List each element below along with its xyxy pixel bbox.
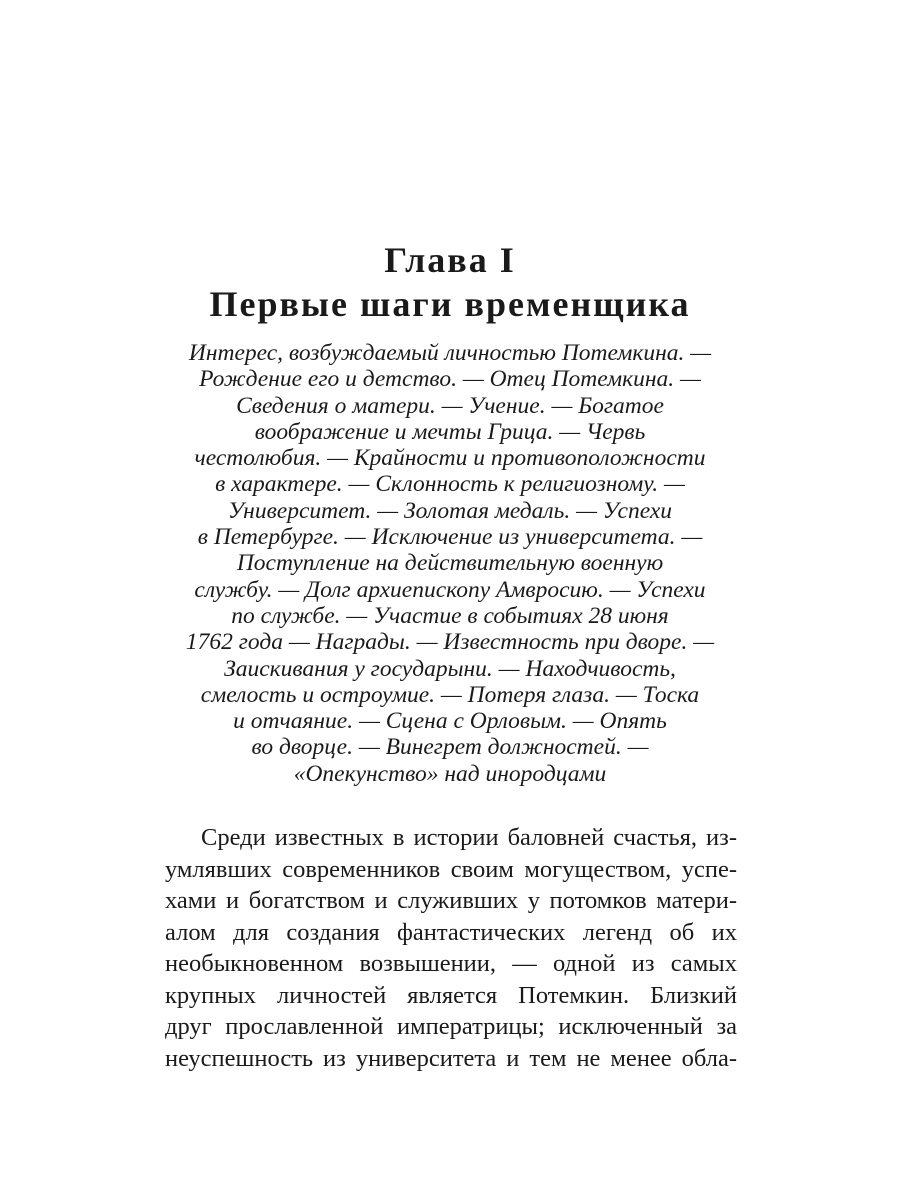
synopsis-line: Университет. — Золотая медаль. — Успехи: [227, 497, 673, 524]
synopsis-line: Интерес, возбуждаемый личностью Потемкина. —: [188, 340, 712, 366]
synopsis-line: Заискивания у государыни. — Находчивость,: [224, 655, 676, 682]
body-line: алом для создания фантастических легенд об их: [165, 918, 737, 946]
synopsis-line: в Петербурге. — Исключение из университета. —: [197, 524, 703, 551]
synopsis-line: в характере. — Склонность к религиозному. —: [215, 471, 685, 498]
synopsis-line: Сведения о матери. — Учение. — Богатое: [236, 392, 664, 419]
body-paragraph: [165, 822, 737, 1074]
synopsis-line: Рождение его и детство. — Отец Потемкина. —: [199, 366, 701, 393]
synopsis-line: честолюбия. — Крайности и противоположности: [194, 445, 706, 472]
body-line: друг прославленной императрицы; исключенный за: [165, 1013, 737, 1040]
body-line: необыкновенном возвышении, — одной из самых: [165, 950, 737, 977]
synopsis-line: Поступление на действительную военную: [236, 550, 664, 577]
synopsis-line: службу. — Долг архиепископу Амвросию. — Успехи: [194, 576, 706, 603]
body-line: крупных личностей является Потемкин. Близкий: [165, 981, 737, 1009]
body-line: неуспешность из университета и тем не менее обла-: [165, 1044, 737, 1072]
synopsis-line: во дворце. — Винегрет должностей. —: [251, 734, 649, 761]
synopsis-line: и отчаяние. — Сцена с Орловым. — Опять: [233, 708, 667, 735]
synopsis-line: 1762 года — Награды. — Известность при дворе. —: [185, 629, 715, 656]
chapter-synopsis: [150, 340, 750, 787]
synopsis-line: «Опекунство» над инородцами: [293, 760, 607, 787]
synopsis-line: воображение и мечты Грица. — Червь: [254, 418, 646, 445]
body-line: умлявших современников своим могуществом, успе-: [165, 855, 737, 883]
chapter-number: Глава I: [384, 240, 516, 280]
synopsis-line: по службе. — Участие в событиях 28 июня: [231, 602, 669, 629]
synopsis-line: смелость и остроумие. — Потеря глаза. — Тоска: [200, 681, 700, 708]
chapter-title: Первые шаги временщика: [209, 284, 691, 324]
body-line: хами и богатством и служивших у потомков матери-: [165, 887, 737, 914]
body-line: Среди известных в истории баловней счастья, из-: [201, 824, 737, 851]
